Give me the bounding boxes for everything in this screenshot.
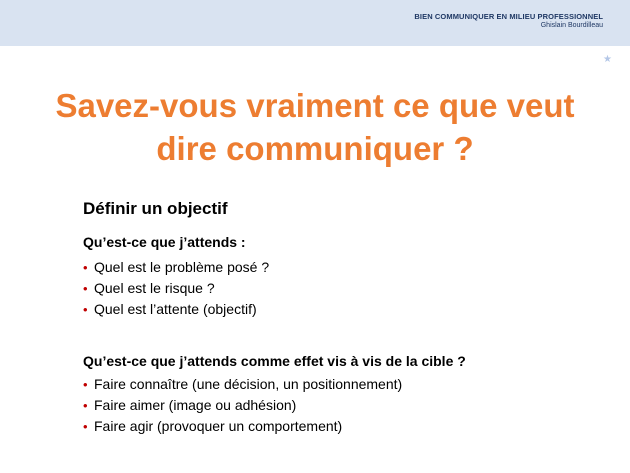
bullet-icon: • <box>83 302 88 317</box>
author-name: Ghislain Bourdilleau <box>540 22 603 29</box>
slide-title-line-1: Savez-vous vraiment ce que veut <box>55 87 575 124</box>
list-item-text: Faire connaître (une décision, un positionnement) <box>94 376 403 392</box>
group-1-heading: Qu’est-ce que j’attends : <box>83 234 246 250</box>
section-heading: Définir un objectif <box>83 199 228 218</box>
presentation-title: BIEN COMMUNIQUER EN MILIEU PROFESSIONNEL <box>414 12 603 21</box>
list-item-text: Faire aimer (image ou adhésion) <box>94 397 297 413</box>
list-item <box>83 395 402 416</box>
group-2-list <box>83 374 402 437</box>
bullet-icon: • <box>83 377 88 392</box>
list-item <box>83 416 402 437</box>
bullet-icon: • <box>83 260 88 275</box>
list-item-text: Quel est l’attente (objectif) <box>94 301 257 317</box>
group-1-list <box>83 257 269 320</box>
slide-title <box>0 84 630 170</box>
list-item <box>83 299 269 320</box>
header-band <box>0 0 630 46</box>
bullet-icon: • <box>83 398 88 413</box>
list-item-text: Quel est le problème posé ? <box>94 259 270 275</box>
list-item <box>83 278 269 299</box>
group-2-heading: Qu’est-ce que j’attends comme effet vis à vis de la cible ? <box>83 353 466 369</box>
list-item-text: Quel est le risque ? <box>94 280 215 296</box>
star-icon: ★ <box>603 54 612 65</box>
list-item-text: Faire agir (provoquer un comportement) <box>94 418 343 434</box>
list-item <box>83 257 269 278</box>
bullet-icon: • <box>83 419 88 434</box>
list-item <box>83 374 402 395</box>
bullet-icon: • <box>83 281 88 296</box>
slide-title-line-2: dire communiquer ? <box>156 130 474 167</box>
